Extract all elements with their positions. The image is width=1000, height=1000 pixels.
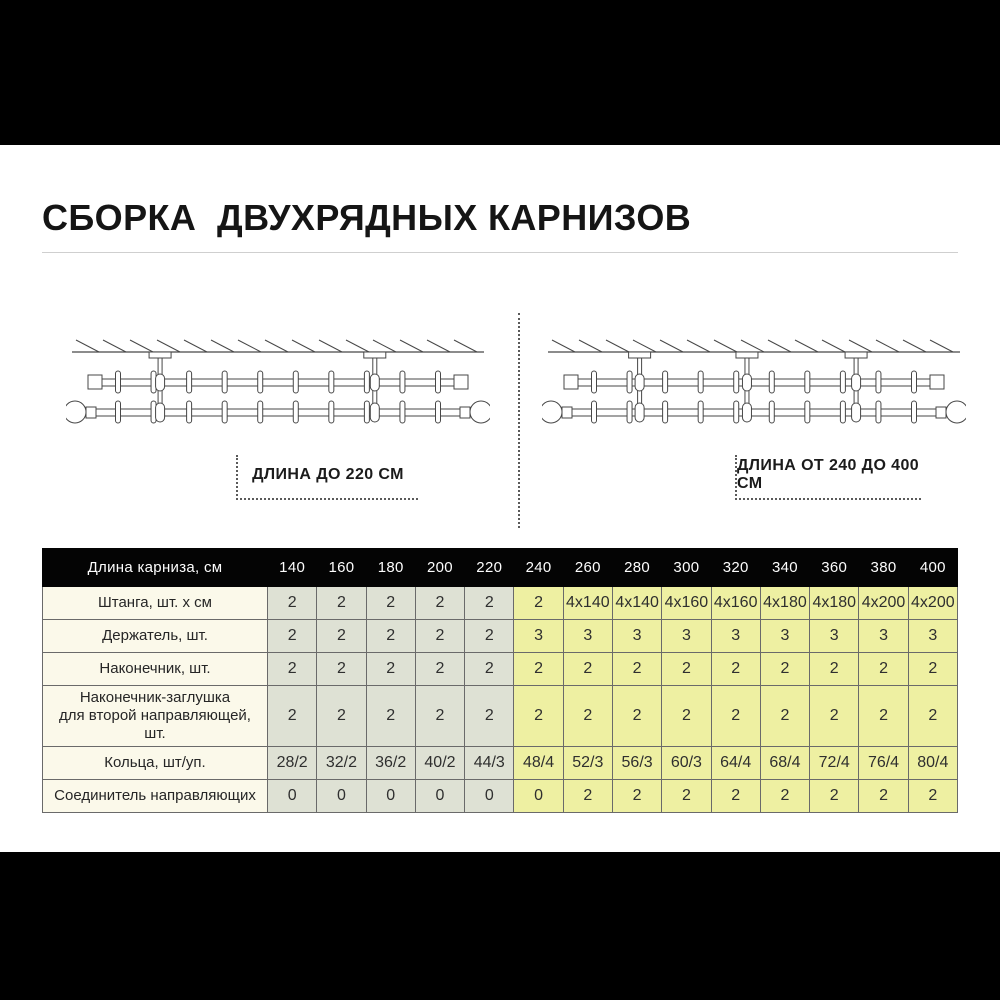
column-header: 160 — [317, 549, 366, 587]
table-cell: 4x180 — [760, 587, 809, 620]
table-cell: 2 — [317, 653, 366, 686]
table-cell: 2 — [268, 653, 317, 686]
table-cell: 2 — [612, 780, 661, 813]
table-cell: 0 — [366, 780, 415, 813]
table-cell: 2 — [268, 587, 317, 620]
table-cell: 3 — [760, 620, 809, 653]
table-cell: 2 — [514, 587, 563, 620]
table-cell: 3 — [662, 620, 711, 653]
table-cell: 2 — [908, 653, 957, 686]
table-cell: 2 — [662, 686, 711, 747]
table-row — [43, 653, 958, 686]
table-cell: 2 — [760, 653, 809, 686]
table-row — [43, 780, 958, 813]
table-cell: 0 — [317, 780, 366, 813]
table-cell: 3 — [908, 620, 957, 653]
table-cell: 2 — [711, 653, 760, 686]
table-cell: 4x140 — [563, 587, 612, 620]
table-cell: 2 — [366, 653, 415, 686]
table-cell: 2 — [514, 653, 563, 686]
table-cell: 56/3 — [612, 747, 661, 780]
table-cell: 2 — [612, 653, 661, 686]
table-cell: 3 — [711, 620, 760, 653]
table-cell: 2 — [810, 780, 859, 813]
table-cell: 2 — [366, 587, 415, 620]
table-cell: 2 — [612, 686, 661, 747]
table-cell: 36/2 — [366, 747, 415, 780]
table-cell: 2 — [908, 686, 957, 747]
table-cell: 4x160 — [711, 587, 760, 620]
table-cell: 2 — [662, 780, 711, 813]
column-header: 140 — [268, 549, 317, 587]
diagram-section-divider — [518, 313, 520, 528]
table-cell: 3 — [859, 620, 908, 653]
table-cell: 2 — [514, 686, 563, 747]
table-cell: 2 — [563, 653, 612, 686]
table-cell: 2 — [859, 780, 908, 813]
table-cell: 2 — [366, 620, 415, 653]
table-cell: 68/4 — [760, 747, 809, 780]
row-label: Кольца, шт/уп. — [43, 747, 268, 780]
table-cell: 2 — [465, 686, 514, 747]
table-cell: 2 — [563, 686, 612, 747]
table-cell: 76/4 — [859, 747, 908, 780]
column-header: 360 — [810, 549, 859, 587]
table-cell: 40/2 — [415, 747, 464, 780]
table-cell: 2 — [760, 686, 809, 747]
column-header: 300 — [662, 549, 711, 587]
table-cell: 2 — [662, 653, 711, 686]
row-label: Держатель, шт. — [43, 620, 268, 653]
column-header: 220 — [465, 549, 514, 587]
table-row — [43, 587, 958, 620]
table-cell: 2 — [415, 620, 464, 653]
table-cell: 4x180 — [810, 587, 859, 620]
table-cell: 2 — [317, 620, 366, 653]
row-label: Наконечник-заглушка для второй направляющей, шт. — [43, 686, 268, 747]
table-cell: 2 — [317, 686, 366, 747]
title-divider — [42, 252, 958, 253]
table-cell: 44/3 — [465, 747, 514, 780]
table-cell: 64/4 — [711, 747, 760, 780]
cornice-diagram-short — [66, 330, 490, 436]
table-cell: 2 — [268, 686, 317, 747]
column-header: 280 — [612, 549, 661, 587]
table-cell: 28/2 — [268, 747, 317, 780]
table-cell: 80/4 — [908, 747, 957, 780]
table-cell: 3 — [563, 620, 612, 653]
table-cell: 3 — [612, 620, 661, 653]
table-cell: 2 — [810, 653, 859, 686]
table-cell: 2 — [711, 780, 760, 813]
length-label-long-text: ДЛИНА ОТ 240 ДО 400 СМ — [737, 456, 920, 492]
table-cell: 2 — [415, 653, 464, 686]
row-label: Соединитель направляющих — [43, 780, 268, 813]
table-cell: 32/2 — [317, 747, 366, 780]
table-header-row — [43, 549, 958, 587]
table-cell: 60/3 — [662, 747, 711, 780]
column-header: 340 — [760, 549, 809, 587]
column-header: 180 — [366, 549, 415, 587]
table-cell: 2 — [465, 653, 514, 686]
table-cell: 2 — [563, 780, 612, 813]
table-cell: 72/4 — [810, 747, 859, 780]
table-cell: 2 — [859, 653, 908, 686]
length-label-short-text: ДЛИНА ДО 220 СМ — [252, 465, 404, 483]
row-label: Штанга, шт. х см — [43, 587, 268, 620]
table-row — [43, 620, 958, 653]
table-cell: 3 — [810, 620, 859, 653]
length-label-long — [735, 455, 921, 500]
table-cell: 2 — [760, 780, 809, 813]
table-cell: 2 — [415, 686, 464, 747]
cornice-diagram-long — [542, 330, 966, 436]
table-cell: 4x140 — [612, 587, 661, 620]
page-title: СБОРКА ДВУХРЯДНЫХ КАРНИЗОВ — [42, 197, 692, 238]
table-cell: 2 — [415, 587, 464, 620]
table-cell: 52/3 — [563, 747, 612, 780]
table-header-label: Длина карниза, см — [43, 549, 268, 587]
table-cell: 4x200 — [908, 587, 957, 620]
table-cell: 4x160 — [662, 587, 711, 620]
table-cell: 2 — [268, 620, 317, 653]
table-cell: 2 — [859, 686, 908, 747]
assembly-spec-table — [42, 548, 958, 813]
table-cell: 4x200 — [859, 587, 908, 620]
table-cell: 3 — [514, 620, 563, 653]
table-cell: 2 — [711, 686, 760, 747]
letterbox-top — [0, 0, 1000, 145]
table-cell: 0 — [415, 780, 464, 813]
table-cell: 2 — [465, 587, 514, 620]
column-header: 320 — [711, 549, 760, 587]
table-cell: 2 — [317, 587, 366, 620]
table-row — [43, 747, 958, 780]
column-header: 380 — [859, 549, 908, 587]
length-label-short — [236, 455, 418, 500]
table-cell: 2 — [908, 780, 957, 813]
table-cell: 2 — [465, 620, 514, 653]
row-label: Наконечник, шт. — [43, 653, 268, 686]
column-header: 400 — [908, 549, 957, 587]
table-cell: 2 — [810, 686, 859, 747]
table-cell: 0 — [514, 780, 563, 813]
table-cell: 48/4 — [514, 747, 563, 780]
column-header: 240 — [514, 549, 563, 587]
column-header: 200 — [415, 549, 464, 587]
column-header: 260 — [563, 549, 612, 587]
letterbox-bottom — [0, 852, 1000, 1000]
table-cell: 0 — [268, 780, 317, 813]
table-cell: 0 — [465, 780, 514, 813]
table-row — [43, 686, 958, 747]
table-cell: 2 — [366, 686, 415, 747]
